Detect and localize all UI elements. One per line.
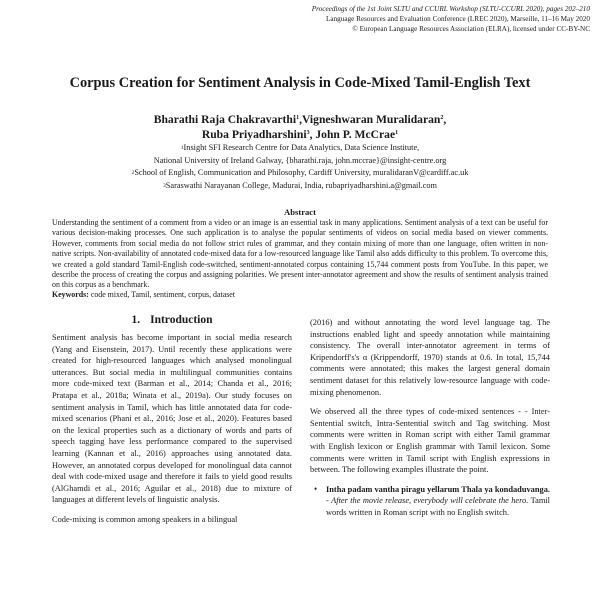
author-name: Ruba Priyadharshini bbox=[201, 128, 307, 141]
keywords bbox=[52, 290, 548, 300]
section-number: 1. bbox=[131, 314, 141, 326]
author-affiliation-mark: 3 bbox=[306, 130, 310, 136]
bullet-icon: • bbox=[314, 483, 318, 494]
affiliation-text: School of English, Communication and Philosophy, Cardiff University, muralidaranV@cardiff.ac.uk bbox=[134, 168, 469, 177]
author-affiliation-mark: 2 bbox=[440, 115, 444, 121]
example-note: Tamil words written in Roman script with no English switch. bbox=[326, 496, 550, 517]
paragraph: Sentiment analysis has become important in social media research (Yang and Eisenstein, 2017). Until recently these applications were created for high-resourced languages which analysed monolingual utterances. But social media in multilingual communities contains more code-mixed text (Barman et al., 2014; Chanda et al., 2016; Pratapa et al., 2018a; Winata et al., 2019a). Our study focuses on sentiment analysis in Tamil, which has little annotated data for code-mixed scenarios (Phani et al., 2016; Jose et al., 2020). Features based on the lexical properties such as a dictionary of words and parts of speech tagging have less performance compared to the supervised learning (Kannan et al., 2016) approaches using annotated data. However, an annotated corpus developed for monolingual data cannot deal with code-mixed usage and therefore it fails to yield good results (AlGhamdi et al., 2016; Aguilar et al., 2018) due to mixture of languages at different levels of linguistic analysis. bbox=[52, 333, 292, 505]
author-affiliation-mark: 1 bbox=[296, 115, 300, 121]
example-bullet bbox=[314, 484, 550, 519]
abstract-heading: Abstract bbox=[284, 207, 316, 217]
abstract-text: Understanding the sentiment of a comment from a video or an image is an essential task in many applications. Sentiment analysis of a text can be useful for various decision-making processes. One such application is to analyse the popular sentiments of videos on social media based on viewer comments. However, comments from social media do not follow strict rules of grammar, and they contain mixing of more than one language, often written in non-native scripts. Non-availability of annotated code-mixed data for a low-resourced language like Tamil also adds difficulty to this problem. To overcome this, we created a gold standard Tamil-English code-switched, sentiment-annotated corpus containing 15,744 comment posts from YouTube. In this paper, we describe the process of creating the corpus and assigning polarities. We present inter-annotator agreement and show the results of sentiment analysis trained on this corpus as a benchmark. bbox=[52, 218, 548, 290]
example-tamil: Intha padam vantha piragu yellarum Thala ya kondaduvanga. bbox=[326, 484, 550, 494]
affiliation-mark: 3 bbox=[162, 182, 166, 189]
section-title: Introduction bbox=[150, 314, 213, 326]
author-line-1: Bharathi Raja Chakravarthi$^1$,Vigneshwaran Muralidaran$^2$, bbox=[153, 113, 447, 126]
paragraph: We observed all the three types of code-mixed sentences - - Inter-Sentential switch, Intra-Sentential switch and Tag switching. Most comments were written in Roman script with either Tamil grammar with English lexicon or English grammar with Tamil lexicon. Some comments were written in Tamil script with English expressions in between. The following examples illustrate the point. bbox=[310, 407, 550, 475]
author-name: John P. McCrae bbox=[315, 128, 396, 141]
header-line-1: Proceedings of the 1st Joint SLTU and CCURL Workshop (SLTU-CCURL 2020), pages 202–210 bbox=[311, 5, 590, 13]
affiliation-3 bbox=[0, 180, 600, 193]
section-heading-introduction bbox=[52, 314, 292, 326]
author-affiliation-mark: 1 bbox=[395, 130, 399, 136]
affiliation-1-contact: National University of Ireland Galway, {bharathi.raja, john.mccrae}@insight-centre.org bbox=[153, 155, 447, 165]
author-name: Bharathi Raja Chakravarthi bbox=[153, 113, 297, 126]
example-text bbox=[326, 484, 550, 519]
affiliation-text: Insight SFI Research Centre for Data Analytics, Data Science Institute, bbox=[183, 143, 420, 152]
affiliation-mark: 2 bbox=[131, 170, 135, 176]
header-line-2: Language Resources and Evaluation Conference (LREC 2020), Marseille, 11–16 May 2020 bbox=[326, 15, 590, 24]
paragraph: (2016) and without annotating the word level language tag. The instructions enabled light and speedy annotation while maintaining consistency. The overall inter-annotator agreement in terms of Kripendorff's's α (Krippendorff, 1970) stands at 0.6. In total, 15,744 comments were annotated; this makes the largest general domain sentiment dataset for this relatively low-resource language with code-mixing phenomenon. bbox=[310, 318, 550, 397]
abstract-body bbox=[52, 218, 548, 291]
keywords-label: Keywords: bbox=[52, 290, 89, 299]
left-column bbox=[52, 332, 292, 534]
header-line-3: © European Language Resources Association (ELRA), licensed under CC-BY-NC bbox=[352, 25, 590, 34]
example-translation: After the movie release, everybody will celebrate the hero. bbox=[331, 496, 529, 506]
affiliation-mark: 1 bbox=[180, 145, 184, 151]
keywords-text: code mixed, Tamil, sentiment, corpus, dataset bbox=[90, 290, 235, 299]
example-separator: - bbox=[326, 496, 332, 506]
proceedings-header bbox=[230, 4, 590, 35]
author-list bbox=[0, 112, 600, 142]
author-name: Vigneshwaran Muralidaran bbox=[301, 113, 441, 126]
right-column bbox=[310, 317, 550, 519]
author-line-2: Ruba Priyadharshini$^3$, John P. McCrae$^1$ bbox=[201, 128, 399, 141]
affiliation-text: Saraswathi Narayanan College, Madurai, India, rubapriyadharshini.a@gmail.com bbox=[165, 180, 437, 190]
affiliations bbox=[0, 142, 600, 192]
affiliation-1 bbox=[0, 142, 600, 155]
paper-title: Corpus Creation for Sentiment Analysis in Code-Mixed Tamil-English Text bbox=[69, 75, 531, 91]
paragraph: Code-mixing is common among speakers in a bilingual bbox=[52, 514, 238, 524]
affiliation-2 bbox=[0, 167, 600, 180]
